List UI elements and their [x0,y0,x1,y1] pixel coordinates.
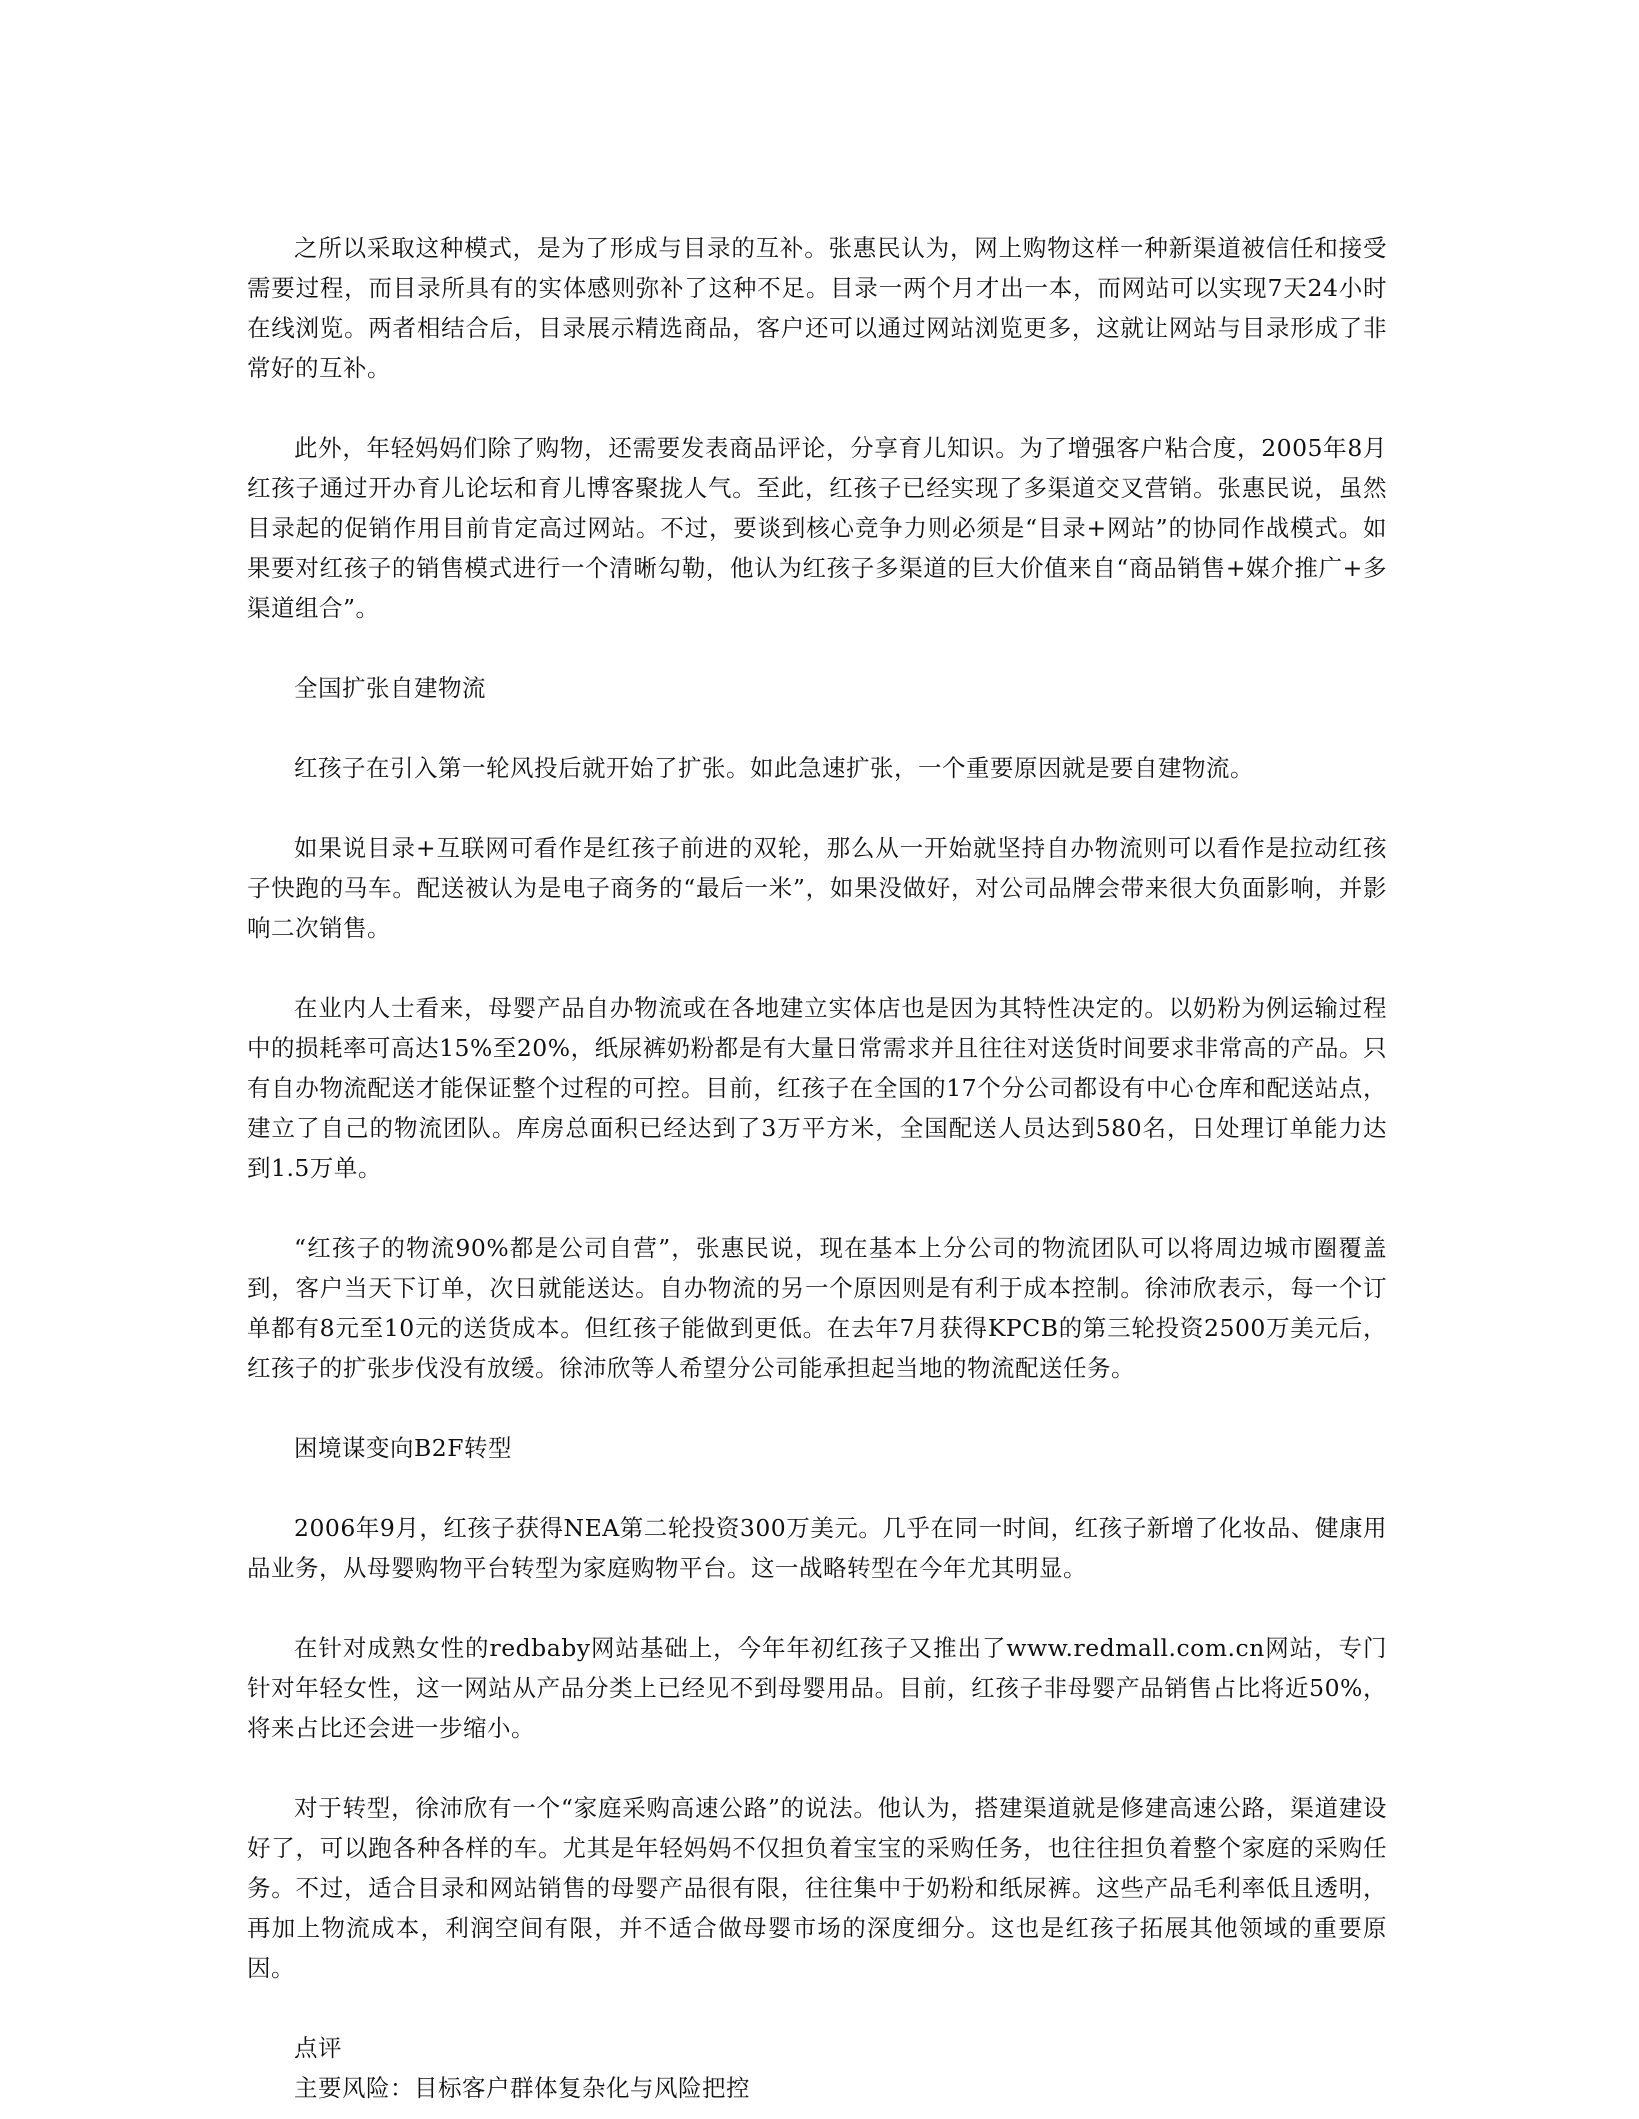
review-main-risk: 主要风险：目标客户群体复杂化与风险把控 [294,2074,750,2102]
paragraph-self-logistics: 在业内人士看来，母婴产品自办物流或在各地建立实体店也是因为其特性决定的。以奶粉为例运输过程中的损耗率可高达15%至20%，纸尿裤奶粉都是有大量日常需求并且往往对送货时间要求非常高的产品。只有自办物流配送才能保证整个过程的可控。目前，红孩子在全国的17个分公司都设有中心仓库和配送站点，建立了自己的物流团队。库房总面积已经达到了3万平方米，全国配送人员达到580名，日处理订单能力达到1.5万单。 [247,994,1387,1182]
paragraph-complement-model: 之所以采取这种模式，是为了形成与目录的互补。张惠民认为，网上购物这样一种新渠道被信任和接受需要过程，而目录所具有的实体感则弥补了这种不足。目录一两个月才出一本，而网站可以实现7天24小时在线浏览。两者相结合后，目录展示精选商品，客户还可以通过网站浏览更多，这就让网站与目录形成了非常好的互补。 [247,234,1387,382]
document-body [247,228,1387,2108]
paragraph-redmall: 在针对成熟女性的redbaby网站基础上，今年年初红孩子又推出了www.redmall.com.cn网站，专门针对年轻女性，这一网站从产品分类上已经见不到母婴用品。目前，红孩子非母婴产品销售占比将近50%，将来占比还会进一步缩小。 [247,1634,1387,1742]
paragraph-delivery: 如果说目录+互联网可看作是红孩子前进的双轮，那么从一开始就坚持自办物流则可以看作是拉动红孩子快跑的马车。配送被认为是电子商务的“最后一米”，如果没做好，对公司品牌会带来很大负面影响，并影响二次销售。 [247,834,1387,942]
section-heading-logistics: 全国扩张自建物流 [294,674,486,702]
section-heading-b2f: 困境谋变向B2F转型 [294,1434,513,1462]
paragraph-nea-investment: 2006年9月，红孩子获得NEA第二轮投资300万美元。几乎在同一时间，红孩子新增了化妆品、健康用品业务，从母婴购物平台转型为家庭购物平台。这一战略转型在今年尤其明显。 [247,1514,1387,1582]
section-heading-review: 点评 [294,2034,342,2062]
paragraph-logistics-cost: “红孩子的物流90%都是公司自营”，张惠民说，现在基本上分公司的物流团队可以将周边城市圈覆盖到，客户当天下订单，次日就能送达。自办物流的另一个原因则是有利于成本控制。徐沛欣表示，每一个订单都有8元至10元的送货成本。但红孩子能做到更低。在去年7月获得KPCB的第三轮投资2500万美元后，红孩子的扩张步伐没有放缓。徐沛欣等人希望分公司能承担起当地的物流配送任务。 [247,1234,1387,1382]
paragraph-expansion: 红孩子在引入第一轮风投后就开始了扩张。如此急速扩张，一个重要原因就是要自建物流。 [294,754,1254,782]
paragraph-multichannel: 此外，年轻妈妈们除了购物，还需要发表商品评论，分享育儿知识。为了增强客户粘合度，2005年8月红孩子通过开办育儿论坛和育儿博客聚拢人气。至此，红孩子已经实现了多渠道交叉营销。张惠民说，虽然目录起的促销作用目前肯定高过网站。不过，要谈到核心竞争力则必须是“目录+网站”的协同作战模式。如果要对红孩子的销售模式进行一个清晰勾勒，他认为红孩子多渠道的巨大价值来自“商品销售+媒介推广+多渠道组合”。 [247,434,1387,622]
paragraph-transformation: 对于转型，徐沛欣有一个“家庭采购高速公路”的说法。他认为，搭建渠道就是修建高速公路，渠道建设好了，可以跑各种各样的车。尤其是年轻妈妈不仅担负着宝宝的采购任务，也往往担负着整个家庭的采购任务。不过，适合目录和网站销售的母婴产品很有限，往往集中于奶粉和纸尿裤。这些产品毛利率低且透明，再加上物流成本，利润空间有限，并不适合做母婴市场的深度细分。这也是红孩子拓展其他领域的重要原因。 [247,1794,1387,1982]
